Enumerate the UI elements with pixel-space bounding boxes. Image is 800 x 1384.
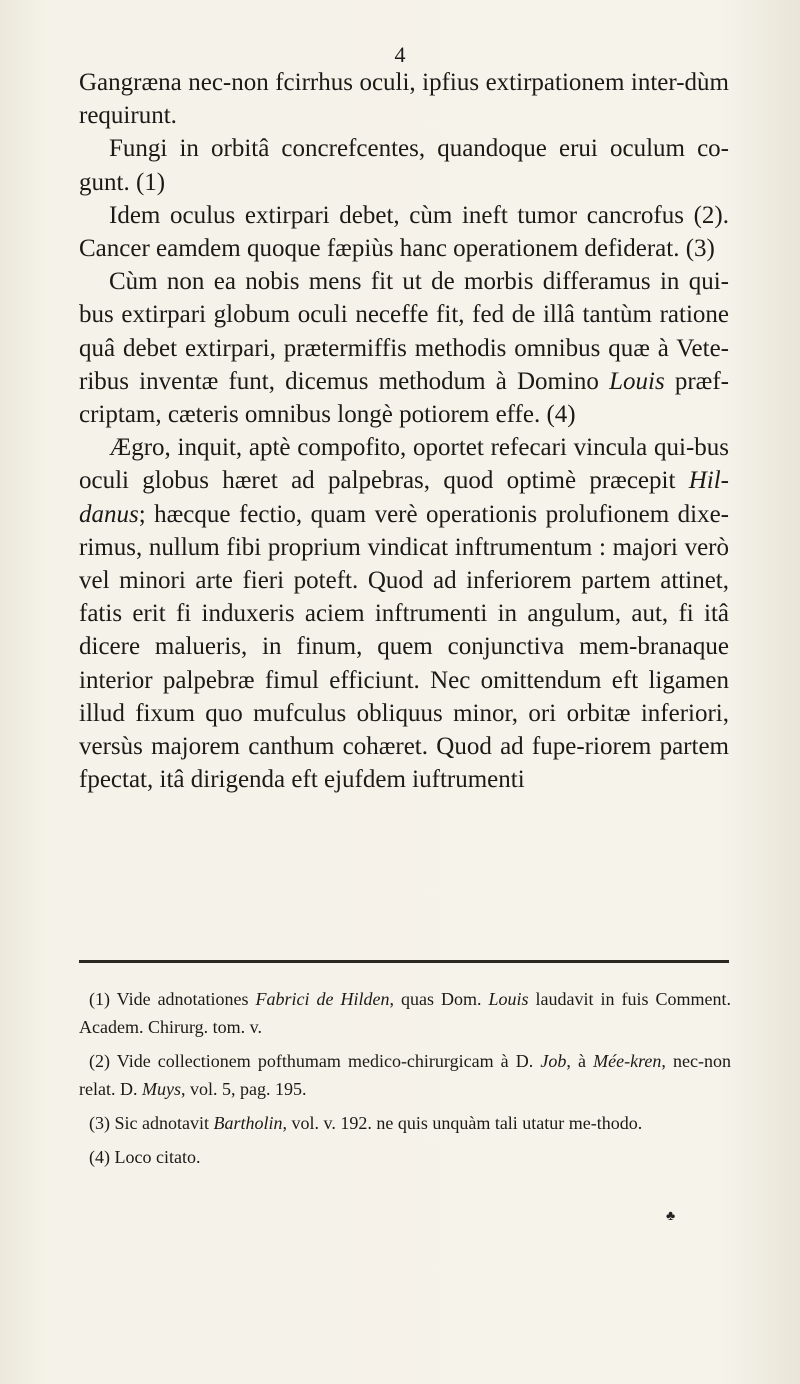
paragraph-5	[79, 431, 729, 796]
paragraph-5-text-a: Ægro, inquit, aptè compofito, oportet refecari vincula qui-bus oculi globus hæret ad palpebras, quod optimè præcepit	[79, 434, 729, 495]
footnote-2-name-job: Job	[540, 1051, 567, 1071]
printer-mark: ♣	[666, 1209, 676, 1224]
paragraph-4	[79, 265, 729, 431]
footnote-3	[79, 1109, 731, 1137]
footnote-2-name-meekren: Mée-kren	[593, 1051, 662, 1071]
footnote-2	[79, 1047, 731, 1103]
footnote-2-text-b: , à	[566, 1051, 594, 1071]
footnote-rule	[79, 960, 729, 963]
name-louis: Louis	[609, 367, 665, 395]
page-number: 4	[394, 42, 406, 67]
paragraph-2: Fungi in orbitâ concrefcentes, quandoque erui oculum co-gunt. (1)	[79, 135, 729, 196]
footnote-2-text: (2) Vide collectionem pofthumam medico-chirurgicam à D.	[89, 1051, 541, 1071]
footnote-1-text-c: laudavit in fuis Comment. Academ. Chirurg. tom. v.	[79, 989, 731, 1037]
footnotes	[79, 985, 731, 1171]
paragraph-3: Idem oculus extirpari debet, cùm ineft tumor cancrofus (2). Cancer eamdem quoque fæpiùs hanc operationem defiderat. (3)	[79, 201, 729, 263]
footnote-2-name-muys: Muys	[141, 1079, 181, 1099]
paragraph-4-text-a: Cùm non ea nobis mens fit ut de morbis differamus in qui-bus extirpari globum oculi neceffe fit, fed de illâ tantùm ratione quâ debet extirpari, prætermiffis methodis omnibus quæ à Vete-ribus inventæ funt, dicemus methodum à Domino	[79, 268, 729, 395]
footnote-1-title: Fabrici de Hilden	[255, 989, 390, 1009]
footnote-4: (4) Loco citato.	[89, 1147, 201, 1167]
footnote-3-text: (3) Sic adnotavit	[89, 1113, 214, 1133]
footnote-1-name: Louis	[488, 989, 529, 1009]
footnote-2-text-c: , nec-non relat. D.	[79, 1051, 731, 1099]
main-text	[79, 66, 729, 796]
footnote-2-text-d: , vol. 5, pag. 195.	[180, 1079, 307, 1099]
footnote-1	[79, 985, 731, 1041]
name-hildanus: Hil-danus	[79, 467, 729, 528]
footnote-3-name: Bartholin	[213, 1113, 283, 1133]
footnote-1-text-b: , quas Dom.	[389, 989, 489, 1009]
paragraph-5-text-b: ; hæcque fectio, quam verè operationis prolufionem dixe-rimus, nullum fibi proprium vindicat inftrumentum : majori verò vel minori arte fieri poteft. Quod ad inferiorem partem attinet, fatis erit fi induxeris aciem inftrumenti in angulum, aut, fi itâ dicere malueris, in finum, quem conjunctiva mem-branaque interior palpebræ fimul efficiunt. Nec omittendum eft ligamen illud fixum quo mufculus obliquus minor, ori orbitæ inferiori, versùs majorem canthum cohæret. Quod ad fupe-riorem partem fpectat, itâ dirigenda eft ejufdem iuftrumenti	[79, 500, 729, 794]
footnote-3-text-b: , vol. v. 192. ne quis unquàm tali utatur me-thodo.	[282, 1113, 643, 1133]
paragraph-1: Gangræna nec-non fcirrhus oculi, ipfius extirpationem inter-dùm requirunt.	[79, 69, 729, 130]
footnote-1-text: (1) Vide adnotationes	[89, 989, 256, 1009]
paragraph-4-text-b: præf-criptam, cæteris omnibus longè potiorem effe. (4)	[79, 367, 729, 429]
